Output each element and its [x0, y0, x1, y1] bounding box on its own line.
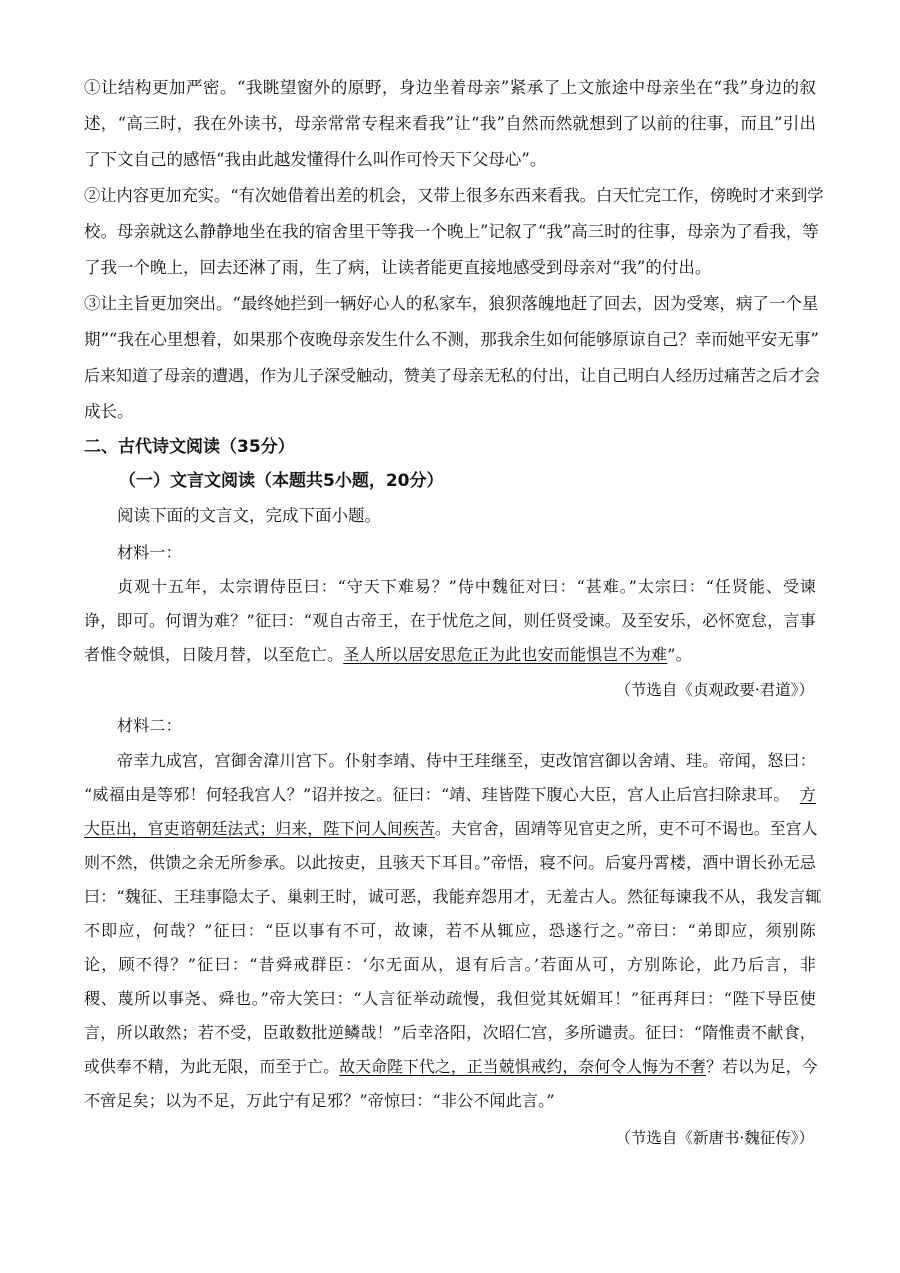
material2-line-1: 帝幸九成宫，宫御舍湋川宫下。仆射李靖、侍中王珪继至，吏改馆宫御以舍靖、珪。帝闻，怒曰：	[117, 751, 816, 770]
material2-line-3	[84, 819, 818, 839]
material2-label: 材料二：	[117, 716, 182, 735]
material1-label: 材料一：	[117, 543, 182, 562]
material2-line-7: 论，顾不得？”征曰：“昔舜戒群臣：‘尔无面从，退有后言。’若面从可，方别陈论，此乃后言，非	[84, 955, 816, 974]
material2-line-5: 曰：“魏征、王珪事隐太子、巢剌王时，诚可恶，我能弃怨用才，无羞古人。然征每谏我不从，我发言辄	[84, 887, 822, 906]
material2-line-2	[84, 785, 816, 805]
section-title: 二、古代诗文阅读（35分）	[84, 437, 295, 457]
answer-p1-line-3: 了下文自己的感悟“我由此越发懂得什么叫作可怜天下父母心”。	[84, 150, 547, 169]
material2-underlined-sentence-2: 故天命陛下代之，正当兢惧戒约，奈何令人悔为不奢	[339, 1057, 707, 1076]
material2-line-8: 稷、蔑所以事尧、舜也。”帝大笑曰：“人言征举动疏慢，我但觉其妩媚耳！”征再拜曰：“陛下导臣使	[84, 989, 816, 1008]
material2-line-10-end: ？若以为足，今	[706, 1057, 818, 1076]
material2-line-11: 不啻足矣；以为不足，万此宁有足邪？”帝惊曰：“非公不闻此言。”	[84, 1091, 555, 1110]
material2-line-6: 不即应，何哉？”征曰：“臣以事有不可，故谏，若不从辄应，恐遂行之。”帝曰：“弟即应，须别陈	[84, 921, 816, 940]
material1-line-3	[84, 645, 692, 665]
answer-p3-line-1: ③让主旨更加突出。“最终她拦到一辆好心人的私家车，狼狈落魄地赶了回去，因为受寒，病了一个星	[84, 294, 819, 313]
material2-underlined-sentence-1: 大臣出，官吏谘朝廷法式；归来，陛下问人间疾苦	[84, 819, 435, 838]
answer-p1-line-1: ①让结构更加严密。“我眺望窗外的原野，身边坐着母亲”紧承了上文旅途中母亲坐在“我”身边的叙	[84, 78, 816, 97]
answer-p3-line-2: 期”“我在心里想着，如果那个夜晚母亲发生什么不测，那我余生如何能够原谅自己？幸而她平安无事”	[84, 330, 819, 349]
material2-line-9: 言，所以敢然；若不受，臣敢数批逆鳞哉！”后幸洛阳，次昭仁宫，多所谴责。征曰：“隋惟责不献食，	[84, 1023, 816, 1042]
material2-underlined-start: 方	[799, 785, 816, 804]
answer-p1-line-2: 述，“高三时，我在外读书，母亲常常专程来看我”让“我”自然而然就想到了以前的往事，而且”引出	[84, 114, 816, 133]
instruction: 阅读下面的文言文，完成下面小题。	[117, 506, 381, 525]
material1-line-1: 贞观十五年，太宗谓侍臣曰：“守天下难易？”侍中魏征对曰：“甚难。”太宗曰：“任贤能、受谏	[117, 577, 816, 596]
material2-line-4: 则不然，供馈之余无所参承。以此按吏，且骇天下耳目。”帝悟，寝不问。后宴丹霄楼，酒中谓长孙无忌	[84, 853, 816, 872]
answer-p2-line-1: ②让内容更加充实。“有次她借着出差的机会，又带上很多东西来看我。白天忙完工作，傍晚时才来到学	[84, 186, 824, 205]
material1-source: （节选自《贞观政要·君道》）	[615, 681, 814, 699]
answer-p2-line-2: 校。母亲就这么静静地坐在我的宿舍里干等我一个晚上”记叙了“我”高三时的往事，母亲为了看我，等	[84, 222, 819, 241]
material2-line-2-text: “威福由是等邪！何轻我宫人？”诏并按之。征曰：“靖、珪皆陛下腹心大臣，宫人止后宫扫除隶耳。	[84, 785, 790, 804]
material1-line-3-text: 者惟令兢惧，日陵月替，以至危亡。	[84, 645, 344, 664]
material1-line-3-end: ”。	[667, 645, 692, 664]
material1-line-2: 诤，即可。何谓为难？”征曰：“观自古帝王，在于忧危之间，则任贤受谏。及至安乐，必怀宽怠，言事	[84, 611, 816, 630]
material2-line-10	[84, 1057, 818, 1077]
material2-line-3-text: 。夫官舍，固靖等见官吏之所，吏不可不谒也。至宫人	[434, 819, 818, 838]
subsection-title: （一）文言文阅读（本题共5小题，20分）	[119, 471, 444, 491]
material2-line-10-text: 或供奉不精，为此无限，而至于亡。	[84, 1057, 340, 1076]
answer-p3-line-3: 后来知道了母亲的遭遇，作为儿子深受触动，赞美了母亲无私的付出，让自己明白人经历过痛苦之后才会	[84, 366, 821, 385]
answer-p2-line-3: 了我一个晚上，回去还淋了雨，生了病，让读者能更直接地感受到母亲对“我”的付出。	[84, 258, 712, 277]
answer-p3-line-4: 成长。	[84, 402, 134, 421]
material2-source: （节选自《新唐书·魏征传》）	[615, 1129, 814, 1147]
material1-underlined-sentence: 圣人所以居安思危正为此也安而能惧岂不为难	[343, 645, 668, 664]
